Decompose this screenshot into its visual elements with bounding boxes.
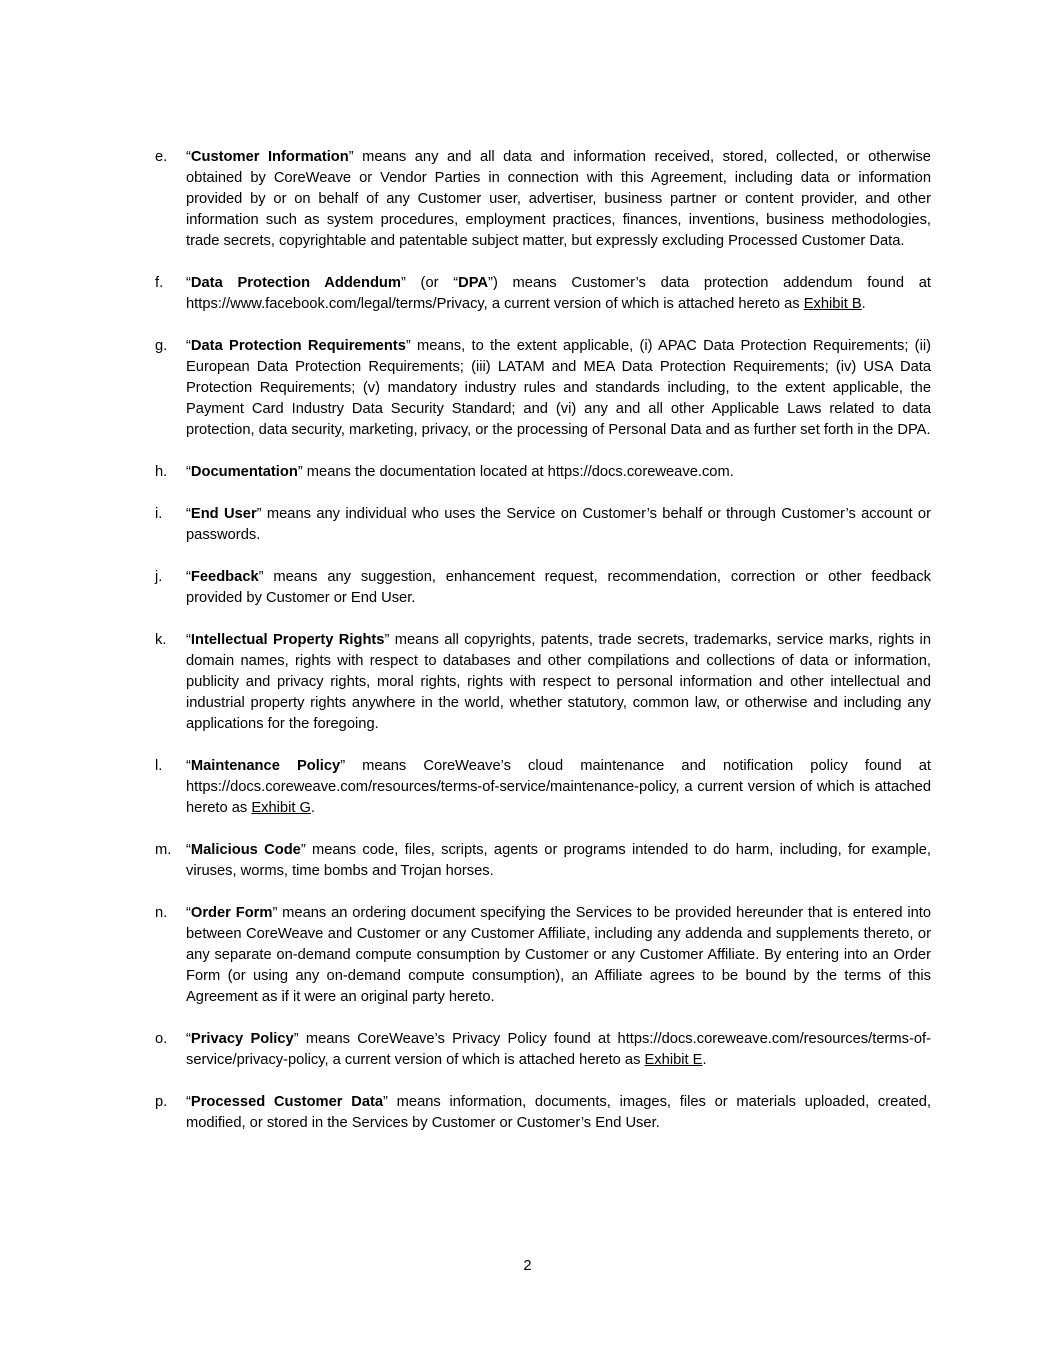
body-text: ” means the documentation located at https://docs.coreweave.com. bbox=[297, 464, 734, 480]
definition-text bbox=[186, 273, 931, 315]
body-text: ” means code, files, scripts, agents or programs intended to do harm, including, for example, viruses, worms, time bombs and Trojan horses. bbox=[186, 842, 931, 879]
definition-item bbox=[155, 903, 931, 1008]
item-letter: g. bbox=[155, 338, 168, 354]
item-letter: j. bbox=[155, 569, 163, 585]
item-letter: n. bbox=[155, 905, 168, 921]
body-text: ” means any individual who uses the Service on Customer’s behalf or through Customer’s account or passwords. bbox=[186, 506, 931, 543]
defined-term: Processed Customer Data bbox=[190, 1094, 384, 1110]
body-text: . bbox=[702, 1052, 707, 1068]
item-letter: m. bbox=[155, 842, 172, 858]
definition-item bbox=[155, 336, 931, 441]
defined-term: Data Protection Requirements bbox=[190, 338, 406, 354]
defined-term: Customer Information bbox=[190, 149, 349, 165]
defined-term: Malicious Code bbox=[190, 842, 301, 858]
body-text: ”) means Customer’s data protection addendum found at https://www.facebook.com/legal/terms/Privacy, a current version of which is attached hereto as bbox=[186, 275, 931, 312]
definition-item bbox=[155, 273, 931, 315]
body-text: “ bbox=[186, 569, 191, 585]
definition-item bbox=[155, 504, 931, 546]
defined-term: Data Protection Addendum bbox=[190, 275, 401, 291]
body-text: “ bbox=[186, 149, 191, 165]
body-text: . bbox=[861, 296, 866, 312]
defined-term: Privacy Policy bbox=[190, 1031, 294, 1047]
defined-term: DPA bbox=[458, 275, 489, 291]
body-text: ” means CoreWeave’s Privacy Policy found at https://docs.coreweave.com/resources/terms-of-service/privacy-policy, a current version of which is attached hereto as bbox=[186, 1031, 931, 1068]
definition-item bbox=[155, 1029, 931, 1071]
page-number: 2 bbox=[523, 1258, 532, 1274]
item-letter: e. bbox=[155, 149, 168, 165]
body-text: . bbox=[310, 800, 316, 816]
body-text: “ bbox=[186, 1031, 191, 1047]
body-text: “ bbox=[186, 905, 191, 921]
definition-text bbox=[186, 630, 931, 735]
definition-text bbox=[186, 1029, 931, 1071]
definition-item bbox=[155, 630, 931, 735]
definition-text bbox=[186, 903, 931, 1008]
body-text: “ bbox=[186, 506, 191, 522]
body-text: “ bbox=[186, 1094, 191, 1110]
item-letter: i. bbox=[155, 506, 163, 522]
body-text: ” means CoreWeave’s cloud maintenance and notification policy found at https://docs.coreweave.com/resources/terms-of-service/maintenance-policy, a current version of which is attached hereto as bbox=[186, 758, 931, 816]
definition-item bbox=[155, 756, 931, 819]
definition-item bbox=[155, 147, 931, 252]
defined-term: End User bbox=[190, 506, 257, 522]
body-text: ” means, to the extent applicable, (i) APAC Data Protection Requirements; (ii) European Data Protection Requirements; (iii) LATAM and MEA Data Protection Requirements; (iv) USA Data Protection Requirements; (v) mandatory industry rules and standards including, to the extent applicable, the Payment Card Industry Data Security Standard; and (vi) any and all other Applicable Laws related to data protection, data security, marketing, privacy, or the processing of Personal Data and as further set forth in the DPA. bbox=[186, 338, 931, 438]
defined-term: Maintenance Policy bbox=[190, 758, 341, 774]
body-text: “ bbox=[186, 464, 191, 480]
item-letter: l. bbox=[155, 758, 163, 774]
item-letter: h. bbox=[155, 464, 168, 480]
body-text: “ bbox=[186, 758, 191, 774]
body-text: ” means information, documents, images, files or materials uploaded, created, modified, or stored in the Services by Customer or Customer’s End User. bbox=[186, 1094, 931, 1131]
body-text: “ bbox=[186, 338, 191, 354]
definition-text bbox=[186, 567, 931, 609]
definition-item bbox=[155, 1092, 931, 1134]
defined-term: Documentation bbox=[190, 464, 298, 480]
definition-text bbox=[186, 756, 931, 819]
defined-term: Feedback bbox=[190, 569, 259, 585]
body-text: ” means any suggestion, enhancement request, recommendation, correction or other feedback provided by Customer or End User. bbox=[186, 569, 931, 606]
body-text: ” (or “ bbox=[400, 275, 459, 291]
definition-item bbox=[155, 840, 931, 882]
body-text: ” means all copyrights, patents, trade secrets, trademarks, service marks, rights in domain names, rights with respect to databases and other compilations and collections of data or information, publicity and privacy rights, moral rights, rights with respect to personal information and other intellectual and industrial property rights anywhere in the world, whether statutory, common law, or otherwise and including any applications for the foregoing. bbox=[186, 632, 931, 732]
body-text: “ bbox=[186, 275, 191, 291]
exhibit-link[interactable]: Exhibit E bbox=[644, 1052, 703, 1068]
definitions-list bbox=[155, 147, 931, 1155]
definition-text bbox=[186, 840, 931, 882]
item-letter: p. bbox=[155, 1094, 168, 1110]
definition-text bbox=[186, 336, 931, 441]
item-letter: k. bbox=[155, 632, 167, 648]
defined-term: Order Form bbox=[190, 905, 273, 921]
item-letter: o. bbox=[155, 1031, 168, 1047]
definition-text bbox=[186, 462, 931, 483]
body-text: “ bbox=[186, 632, 191, 648]
exhibit-link[interactable]: Exhibit B bbox=[803, 296, 862, 312]
definition-text bbox=[186, 147, 931, 252]
body-text: “ bbox=[186, 842, 191, 858]
definition-item bbox=[155, 567, 931, 609]
definition-text bbox=[186, 1092, 931, 1134]
body-text: ” means an ordering document specifying the Services to be provided hereunder that is entered into between CoreWeave and Customer or any Customer Affiliate, including any addenda and supplements thereto, or any separate on-demand compute consumption by Customer or any Customer Affiliate. By entering into an Order Form (or using any on-demand compute consumption), an Affiliate agrees to be bound by the terms of this Agreement as if it were an original party hereto. bbox=[186, 905, 932, 1005]
body-text: ” means any and all data and information received, stored, collected, or otherwise obtained by CoreWeave or Vendor Parties in connection with this Agreement, including data or information provided by or on behalf of any Customer user, advertiser, business partner or content provider, and other information such as system procedures, employment practices, finances, inventions, business methodologies, trade secrets, copyrightable and patentable subject matter, but expressly excluding Processed Customer Data. bbox=[186, 149, 931, 249]
exhibit-link[interactable]: Exhibit G bbox=[251, 800, 311, 816]
item-letter: f. bbox=[155, 275, 164, 291]
defined-term: Intellectual Property Rights bbox=[190, 632, 385, 648]
definition-text bbox=[186, 504, 931, 546]
definition-item bbox=[155, 462, 931, 483]
